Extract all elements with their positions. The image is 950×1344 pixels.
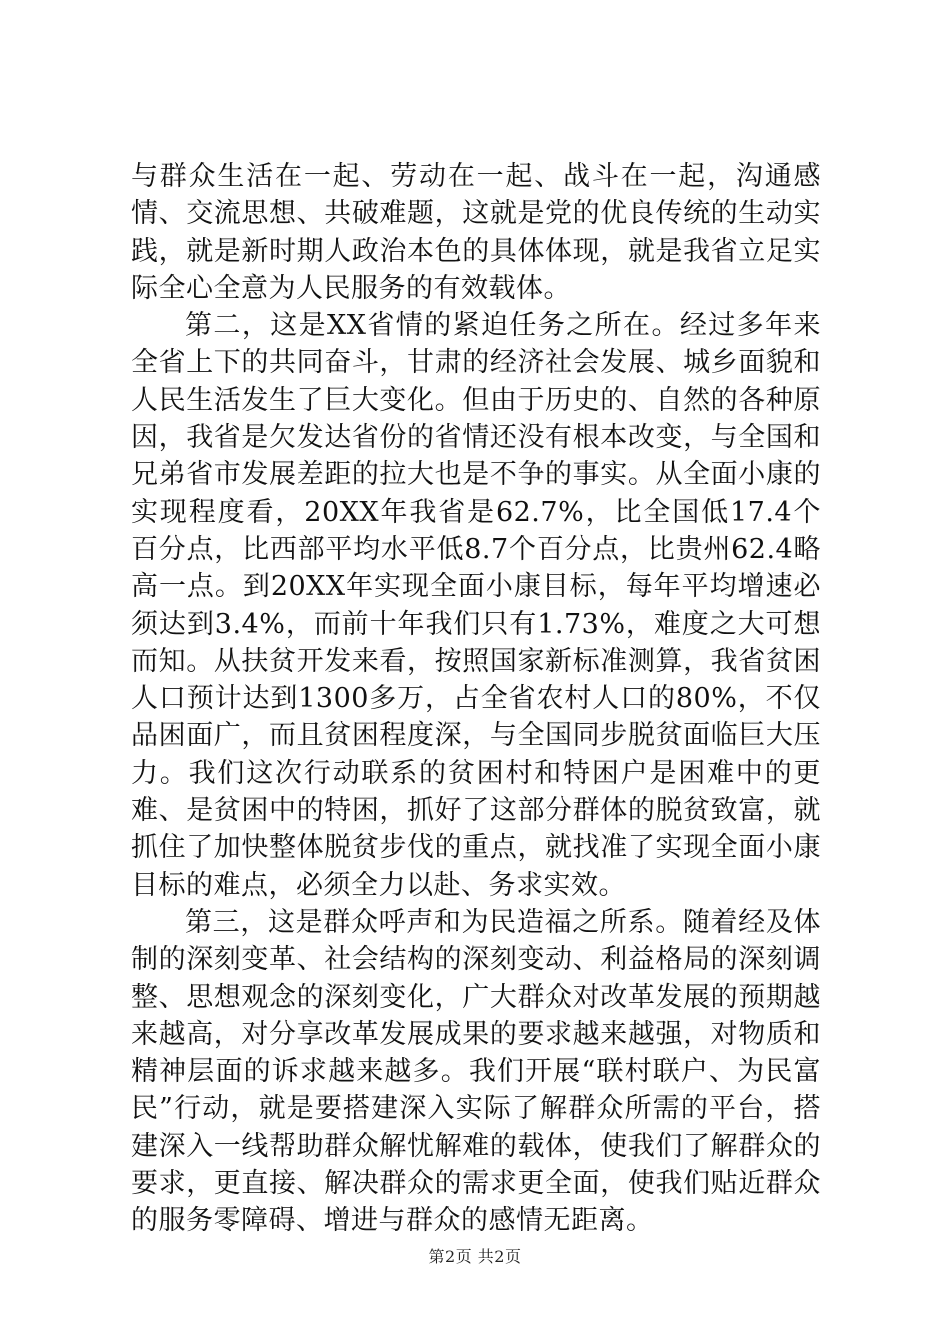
document-body (131, 158, 821, 1240)
page-footer: 第2页 共2页 (428, 1247, 522, 1266)
paragraph-continuation: 与群众生活在一起、劳动在一起、战斗在一起，沟通感情、交流思想、共破难题，这就是党的优良传统的生动实践，就是新时期人政治本色的具体体现，就是我省立足实际全心全意为人民服务的有效载体。 (131, 161, 821, 304)
paragraph-second-point: 第二，这是XX省情的紧迫任务之所在。经过多年来全省上下的共同奋斗，甘肃的经济社会发展、城乡面貌和人民生活发生了巨大变化。但由于历史的、自然的各种原因，我省是欠发达省份的省情还没有根本改变，与全国和兄弟省市发展差距的拉大也是不争的事实。从全面小康的实现程度看，20XX年我省是62.7%，比全国低17.4个百分点，比西部平均水平低8.7个百分点，比贵州62.4略高一点。到20XX年实现全面小康目标，每年平均增速必须达到3.4%，而前十年我们只有1.73%，难度之大可想而知。从扶贫开发来看，按照国家新标准测算，我省贫困人口预计达到1300多万，占全省农村人口的80%，不仅品困面广，而且贫困程度深，与全国同步脱贫面临巨大压力。我们这次行动联系的贫困村和特困户是困难中的更难、是贫困中的特困，抓好了这部分群体的脱贫致富，就抓住了加快整体脱贫步伐的重点，就找准了实现全面小康目标的难点，必须全力以赴、务求实效。 (131, 310, 821, 901)
paragraph-third-point: 第三，这是群众呼声和为民造福之所系。随着经及体制的深刻变革、社会结构的深刻变动、利益格局的深刻调整、思想观念的深刻变化，广大群众对改革发展的预期越来越高，对分享改革发展成果的要求越来越强，对物质和精神层面的诉求越来越多。我们开展“联村联户、为民富民”行动，就是要搭建深入实际了解群众所需的平台，搭建深入一线帮助群众解忧解难的载体，使我们了解群众的要求，更直接、解决群众的需求更全面，使我们贴近群众的服务零障碍、增进与群众的感情无距离。 (131, 906, 821, 1237)
